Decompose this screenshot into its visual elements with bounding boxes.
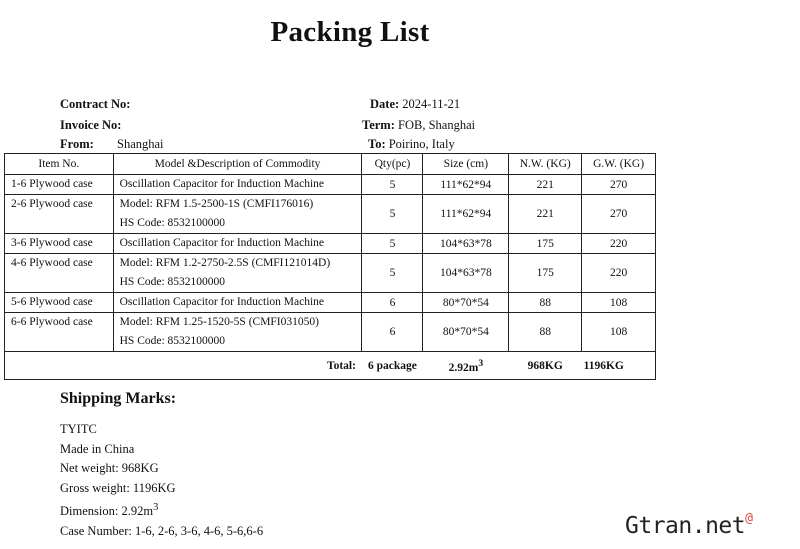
to-value: Poirino, Italy	[388, 137, 455, 151]
packing-table	[4, 153, 656, 380]
item-cell: 3-6 Plywood case	[5, 234, 114, 254]
total-row	[5, 352, 656, 380]
nw-cell: 88	[509, 313, 582, 352]
gw-cell: 220	[582, 234, 656, 254]
col-header-size: Size (cm)	[423, 154, 509, 175]
item-cell: 5-6 Plywood case	[5, 293, 114, 313]
term-field	[362, 118, 475, 133]
description-line: Model: RFM 1.2-2750-2.5S (CMFI121014D)	[119, 257, 331, 269]
gw-cell: 220	[582, 254, 656, 293]
description-line: Model: RFM 1.5-2500-1S (CMFI176016)	[119, 198, 314, 210]
qty-cell: 6	[362, 293, 423, 313]
shipping-mark-line: Case Number: 1-6, 2-6, 3-6, 4-6, 5-6,6-6	[60, 523, 264, 538]
shipping-marks	[60, 420, 263, 541]
item-cell: 4-6 Plywood case	[5, 254, 114, 293]
from-label: From:	[60, 137, 94, 151]
table-header-row	[5, 154, 656, 175]
size-cell: 111*62*94	[423, 195, 509, 234]
description-cell	[113, 254, 362, 293]
item-cell: 2-6 Plywood case	[5, 195, 114, 234]
description-line: HS Code: 8532100000	[119, 217, 226, 229]
col-header-qty: Qty(pc)	[362, 154, 423, 175]
table-row	[5, 313, 656, 352]
qty-cell: 6	[362, 313, 423, 352]
term-value: FOB, Shanghai	[398, 118, 476, 132]
shipping-mark-line: Net weight: 968KG	[60, 461, 159, 475]
total-volume-exponent: 3	[478, 357, 484, 369]
invoice-label: Invoice No:	[60, 118, 122, 132]
contract-label: Contract No:	[60, 97, 131, 111]
col-header-description: Model &Description of Commodity	[113, 154, 362, 175]
dimension-exponent: 3	[153, 502, 159, 513]
watermark-at-icon: @	[745, 511, 753, 526]
to-label: To:	[368, 137, 386, 151]
date-label: Date:	[370, 97, 400, 111]
gw-cell: 270	[582, 175, 656, 195]
total-volume-value: 2.92m	[448, 361, 479, 374]
nw-cell: 88	[509, 293, 582, 313]
description-line: Oscillation Capacitor for Induction Machine	[119, 296, 325, 308]
gw-cell: 108	[582, 313, 656, 352]
description-line: Model: RFM 1.25-1520-5S (CMFI031050)	[119, 316, 319, 328]
qty-cell: 5	[362, 234, 423, 254]
watermark-logo	[625, 513, 752, 539]
qty-cell: 5	[362, 254, 423, 293]
shipping-marks-title: Shipping Marks:	[60, 390, 177, 407]
qty-cell: 5	[362, 195, 423, 234]
total-gw: 1196KG	[582, 352, 656, 380]
term-label: Term:	[362, 118, 395, 132]
nw-cell: 221	[509, 175, 582, 195]
size-cell: 104*63*78	[423, 254, 509, 293]
description-line: HS Code: 8532100000	[119, 276, 226, 288]
table-row	[5, 254, 656, 293]
date-value: 2024-11-21	[402, 97, 461, 111]
description-cell	[113, 175, 362, 195]
total-volume	[423, 352, 509, 380]
item-cell: 6-6 Plywood case	[5, 313, 114, 352]
size-cell: 104*63*78	[423, 234, 509, 254]
to-field	[368, 137, 455, 152]
shipping-mark-line: Gross weight: 1196KG	[60, 480, 176, 495]
description-line: Oscillation Capacitor for Induction Machine	[119, 178, 325, 190]
size-cell: 80*70*54	[423, 313, 509, 352]
size-cell: 111*62*94	[423, 175, 509, 195]
qty-cell: 5	[362, 175, 423, 195]
document-title: Packing List	[270, 16, 430, 48]
total-qty: 6 package	[362, 352, 423, 380]
col-header-gw: G.W. (KG)	[582, 154, 656, 175]
description-cell	[113, 234, 362, 254]
description-line: Oscillation Capacitor for Induction Machine	[119, 237, 325, 249]
description-cell	[113, 195, 362, 234]
description-cell	[113, 293, 362, 313]
description-line: HS Code: 8532100000	[119, 335, 226, 347]
shipping-mark-dimension	[60, 498, 263, 522]
table-row	[5, 175, 656, 195]
gw-cell: 270	[582, 195, 656, 234]
col-header-nw: N.W. (KG)	[509, 154, 582, 175]
col-header-item: Item No.	[5, 154, 114, 175]
table-row	[5, 195, 656, 234]
size-cell: 80*70*54	[423, 293, 509, 313]
dimension-text: Dimension: 2.92m	[60, 504, 154, 519]
total-nw: 968KG	[509, 352, 582, 380]
shipping-mark-line: Made in China	[60, 441, 135, 456]
nw-cell: 221	[509, 195, 582, 234]
description-cell	[113, 313, 362, 352]
nw-cell: 175	[509, 254, 582, 293]
item-cell: 1-6 Plywood case	[5, 175, 114, 195]
nw-cell: 175	[509, 234, 582, 254]
gw-cell: 108	[582, 293, 656, 313]
table-row	[5, 293, 656, 313]
date-field	[370, 97, 460, 112]
shipping-mark-line: TYITC	[60, 422, 97, 436]
table-row	[5, 234, 656, 254]
watermark-text: Gtran.net	[625, 513, 746, 539]
total-label: Total:	[5, 352, 362, 380]
from-value: Shanghai	[117, 137, 164, 151]
